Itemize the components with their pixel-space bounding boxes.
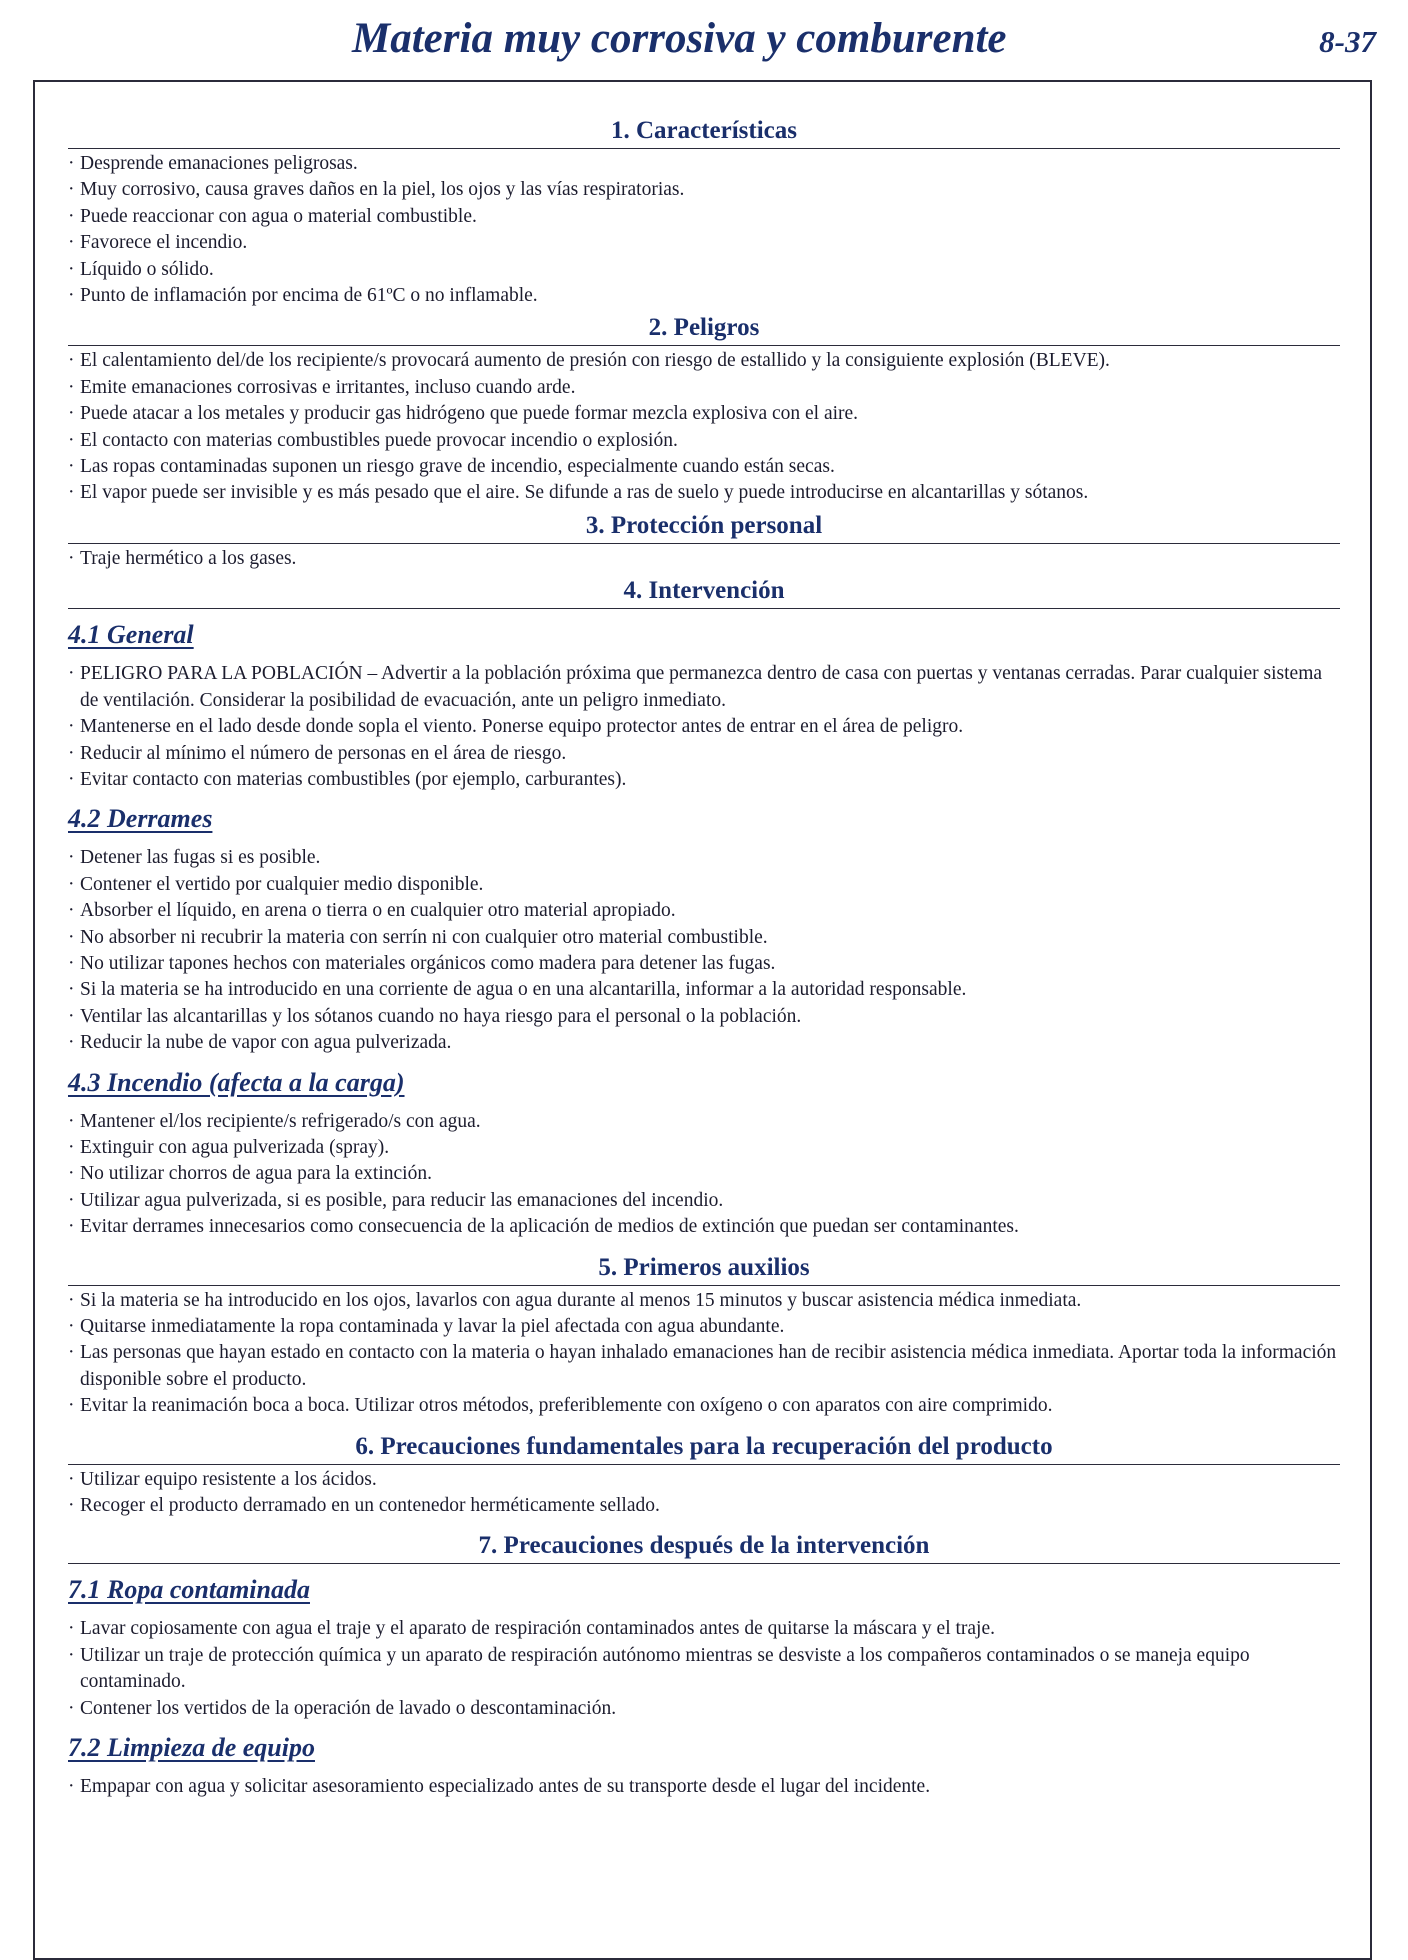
item-list	[68, 1288, 1340, 1420]
item-list	[68, 1616, 1340, 1722]
list-item: · Desprende emanaciones peligrosas.	[68, 151, 1340, 177]
list-item: · Favorece el incendio.	[68, 230, 1340, 256]
subsection-title-general: 4.1 General	[68, 620, 194, 650]
item-list	[68, 1467, 1340, 1520]
section-product-recovery	[68, 1428, 1340, 1520]
list-item: · Utilizar un traje de protección química y un aparato de respiración autónomo mientras se desviste a los compañeros contaminados o se maneja equipo contaminado.	[68, 1643, 1340, 1696]
list-item: · Ventilar las alcantarillas y los sótanos cuando no haya riesgo para el personal o la población.	[68, 1004, 1340, 1030]
list-item: · Mantener el/los recipiente/s refrigerado/s con agua.	[68, 1109, 1340, 1135]
list-item: · Evitar derrames innecesarios como consecuencia de la aplicación de medios de extinción que puedan ser contaminantes.	[68, 1214, 1340, 1240]
list-item: · Reducir al mínimo el número de personas en el área de riesgo.	[68, 741, 1340, 767]
list-item: · Las ropas contaminadas suponen un riesgo grave de incendio, especialmente cuando están secas.	[68, 454, 1340, 480]
list-item: · Absorber el líquido, en arena o tierra o en cualquier otro material apropiado.	[68, 898, 1340, 924]
subsection-title-spills: 4.2 Derrames	[68, 804, 213, 834]
item-list	[68, 845, 1340, 1056]
item-list	[68, 661, 1340, 793]
subsection-title-fire: 4.3 Incendio (afecta a la carga)	[68, 1067, 405, 1097]
list-item: · Utilizar agua pulverizada, si es posible, para reducir las emanaciones del incendio.	[68, 1188, 1340, 1214]
list-item: · PELIGRO PARA LA POBLACIÓN – Advertir a la población próxima que permanezca dentro de casa con puertas y ventanas cerradas. Parar cualquier sistema de ventilación. Considerar la posibilidad de evacuación, ante un peligro inmediato.	[68, 661, 1340, 714]
section-hazards	[68, 309, 1340, 506]
section-first-aid	[68, 1249, 1340, 1420]
list-item: · El vapor puede ser invisible y es más pesado que el aire. Se difunde a ras de suelo y puede introducirse en alcantarillas y sótanos.	[68, 480, 1340, 506]
list-item: · Recoger el producto derramado en un contenedor herméticamente sellado.	[68, 1493, 1340, 1519]
list-item: · Puede atacar a los metales y producir gas hidrógeno que puede formar mezcla explosiva con el aire.	[68, 401, 1340, 427]
page-header	[0, 0, 1408, 74]
list-item: · Mantenerse en el lado desde donde sopla el viento. Ponerse equipo protector antes de entrar en el área de peligro.	[68, 714, 1340, 740]
section-title: 3. Protección personal	[68, 507, 1340, 544]
section-characteristics	[68, 112, 1340, 309]
list-item: · Líquido o sólido.	[68, 257, 1340, 283]
list-item: · No absorber ni recubrir la materia con serrín ni con cualquier otro material combustible.	[68, 925, 1340, 951]
section-title: 4. Intervención	[68, 572, 1340, 609]
list-item: · Las personas que hayan estado en contacto con la materia o hayan inhalado emanaciones han de recibir asistencia médica inmediata. Aportar toda la información disponible sobre el producto.	[68, 1340, 1340, 1393]
item-list	[68, 348, 1340, 506]
section-post-intervention	[68, 1527, 1340, 1800]
list-item: · Si la materia se ha introducido en una corriente de agua o en una alcantarilla, informar a la autoridad responsable.	[68, 977, 1340, 1003]
item-list	[68, 1774, 1340, 1800]
list-item: · El calentamiento del/de los recipiente/s provocará aumento de presión con riesgo de estallido y la consiguiente explosión (BLEVE).	[68, 348, 1340, 374]
item-list	[68, 546, 1340, 572]
list-item: · Puede reaccionar con agua o material combustible.	[68, 204, 1340, 230]
list-item: · Utilizar equipo resistente a los ácidos.	[68, 1467, 1340, 1493]
list-item: · Quitarse inmediatamente la ropa contaminada y lavar la piel afectada con agua abundante.	[68, 1314, 1340, 1340]
list-item: · Emite emanaciones corrosivas e irritantes, incluso cuando arde.	[68, 375, 1340, 401]
list-item: · Evitar contacto con materias combustibles (por ejemplo, carburantes).	[68, 767, 1340, 793]
list-item: · Empapar con agua y solicitar asesoramiento especializado antes de su transporte desde el lugar del incidente.	[68, 1774, 1340, 1800]
list-item: · El contacto con materias combustibles puede provocar incendio o explosión.	[68, 428, 1340, 454]
section-title: 2. Peligros	[68, 309, 1340, 346]
list-item: · Lavar copiosamente con agua el traje y el aparato de respiración contaminados antes de quitarse la máscara y el traje.	[68, 1616, 1340, 1642]
section-title: 7. Precauciones después de la intervención	[68, 1527, 1340, 1564]
item-list	[68, 151, 1340, 309]
section-personal-protection	[68, 507, 1340, 572]
subsection-title-contaminated-clothing: 7.1 Ropa contaminada	[68, 1575, 310, 1605]
list-item: · Contener los vertidos de la operación de lavado o descontaminación.	[68, 1696, 1340, 1722]
list-item: · Reducir la nube de vapor con agua pulverizada.	[68, 1030, 1340, 1056]
list-item: · Detener las fugas si es posible.	[68, 845, 1340, 871]
list-item: · Muy corrosivo, causa graves daños en la piel, los ojos y las vías respiratorias.	[68, 177, 1340, 203]
section-intervention	[68, 572, 1340, 1240]
list-item: · Contener el vertido por cualquier medio disponible.	[68, 872, 1340, 898]
page-title: Materia muy corrosiva y comburente	[352, 15, 1007, 62]
subsection-title-equipment-cleaning: 7.2 Limpieza de equipo	[68, 1733, 315, 1763]
document-body	[68, 112, 1340, 1800]
section-title: 5. Primeros auxilios	[68, 1249, 1340, 1286]
item-list	[68, 1109, 1340, 1241]
list-item: · Traje hermético a los gases.	[68, 546, 1340, 572]
list-item: · No utilizar tapones hechos con materiales orgánicos como madera para detener las fugas.	[68, 951, 1340, 977]
list-item: · Si la materia se ha introducido en los ojos, lavarlos con agua durante al menos 15 minutos y buscar asistencia médica inmediata.	[68, 1288, 1340, 1314]
list-item: · Extinguir con agua pulverizada (spray).	[68, 1135, 1340, 1161]
section-title: 1. Características	[68, 112, 1340, 149]
page-number: 8-37	[1319, 24, 1376, 59]
list-item: · Evitar la reanimación boca a boca. Utilizar otros métodos, preferiblemente con oxígeno o con aparatos con aire comprimido.	[68, 1393, 1340, 1419]
list-item: · Punto de inflamación por encima de 61ºC o no inflamable.	[68, 283, 1340, 309]
list-item: · No utilizar chorros de agua para la extinción.	[68, 1161, 1340, 1187]
section-title: 6. Precauciones fundamentales para la recuperación del producto	[68, 1428, 1340, 1465]
